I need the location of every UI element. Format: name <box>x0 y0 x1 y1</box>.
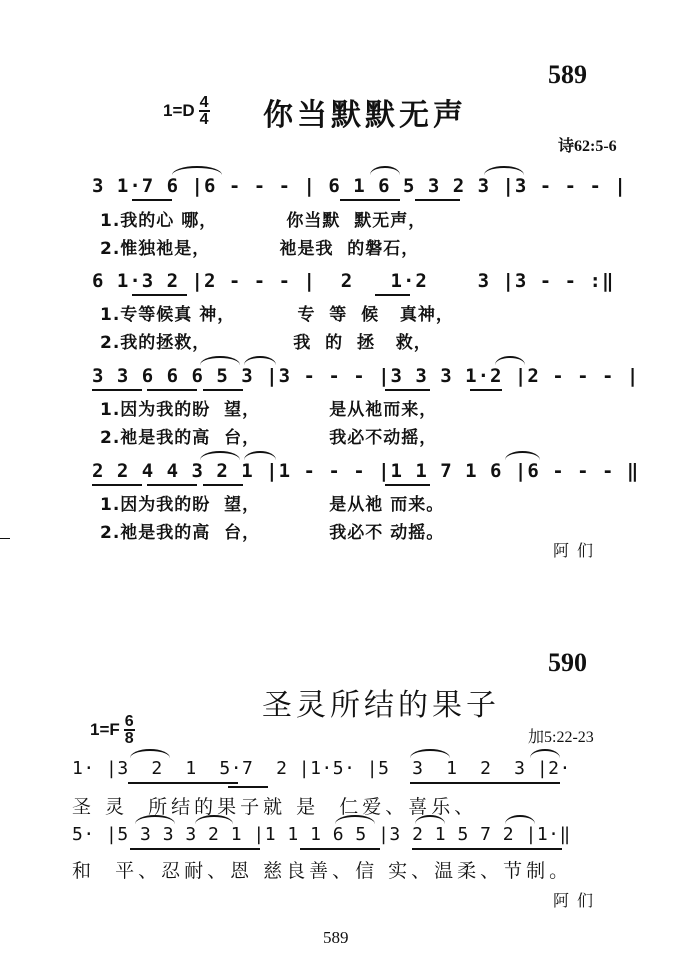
tie-mark <box>495 356 525 365</box>
hymn-590-reference: 加5:22-23 <box>528 729 594 746</box>
time-top: 4 <box>199 94 209 111</box>
hymn-590-number: 590 <box>548 648 587 677</box>
tie-mark <box>370 166 400 175</box>
beam-line <box>470 389 502 391</box>
hymn-590-lyric-line-2: 和 平、忍耐、恩 慈良善、信 实、温柔、节制。 <box>72 860 573 882</box>
hymn-589-notes-line-4: 2 2 4 4 3 2 1 |1 - - - |1 1 7 1 6 |6 - - - ‖ <box>92 460 640 482</box>
beam-line <box>375 294 410 296</box>
hymn-590-amen: 阿们 <box>553 891 602 910</box>
beam-line <box>132 199 172 201</box>
beam-line <box>300 848 380 850</box>
tie-mark <box>200 356 240 365</box>
hymn-589-lyric-2-verse-2: 2.我的拯救， 我 的 拯 救， <box>100 333 432 353</box>
tie-mark <box>244 451 276 460</box>
hymn-589-lyric-1-verse-2: 2.惟独祂是， 祂是我 的磐石， <box>100 239 420 259</box>
time-bottom: 8 <box>124 730 134 747</box>
hymn-589-lyric-4-verse-1: 1.因为我的盼 望， 是从祂 而来。 <box>100 495 445 515</box>
hymn-589-amen: 阿们 <box>553 541 602 560</box>
beam-line <box>203 484 243 486</box>
tie-mark <box>244 356 276 365</box>
beam-line <box>147 484 197 486</box>
hymn-589-number: 589 <box>548 60 587 89</box>
hymn-589-lyric-2-verse-1: 1.专等候真 神， 专 等 候 真神， <box>100 305 454 325</box>
hymn-589-notes-line-3: 3 3 6 6 6 5 3 |3 - - - |3 3 3 1·2 |2 - - - | <box>92 365 640 387</box>
page-number: 589 <box>323 928 349 947</box>
hymn-589-lyric-3-verse-1: 1.因为我的盼 望， 是从祂而来， <box>100 400 438 420</box>
hymn-589-lyric-3-verse-2: 2.祂是我的高 台， 我必不动摇， <box>100 428 438 448</box>
hymn-590-title: 圣灵所结的果子 <box>262 688 500 723</box>
beam-line <box>130 848 260 850</box>
tie-mark <box>530 749 560 758</box>
time-signature <box>124 714 135 746</box>
hymn-589-lyric-4-verse-2: 2.祂是我的高 台， 我必不 动摇。 <box>100 523 445 543</box>
tie-mark <box>130 749 170 758</box>
key-label: 1=D <box>163 101 195 120</box>
hymn-590-lyric-line-1: 圣 灵 所结的果子就 是 仁爱、喜乐、 <box>72 796 478 818</box>
tie-mark <box>410 749 450 758</box>
edge-mark <box>0 538 10 539</box>
hymn-590-notes-line-1: 1· |3 2 1 5·7 2 |1·5· |5 3 1 2 3 |2· <box>72 758 571 779</box>
hymn-589-title: 你当默默无声 <box>263 98 467 133</box>
beam-line <box>228 786 268 788</box>
tie-mark <box>172 166 222 175</box>
beam-line <box>147 389 197 391</box>
beam-line <box>410 782 560 784</box>
beam-line <box>385 484 430 486</box>
beam-line <box>92 484 142 486</box>
time-signature <box>199 95 210 127</box>
beam-line <box>203 389 243 391</box>
key-label: 1=F <box>90 720 120 739</box>
beam-line <box>92 389 142 391</box>
beam-line <box>385 389 430 391</box>
beam-line <box>415 199 460 201</box>
time-top: 6 <box>124 713 134 730</box>
tie-mark <box>200 451 240 460</box>
beam-line <box>340 199 400 201</box>
beam-line <box>128 782 238 784</box>
hymn-589-reference: 诗62:5-6 <box>558 138 617 155</box>
hymn-590-notes-line-2: 5· |5 3 3 3 2 1 |1 1 1 6 5 |3 2 1 5 7 2 |1·‖ <box>72 824 571 845</box>
tie-mark <box>505 815 535 824</box>
hymn-589-key-signature <box>163 95 210 127</box>
tie-mark <box>505 451 540 460</box>
beam-line <box>412 848 562 850</box>
hymn-590-key-signature <box>90 714 135 746</box>
hymn-589-notes-line-1: 3 1·7 6 |6 - - - | 6 1 6 5 3 2 3 |3 - - - | <box>92 175 627 197</box>
hymn-589-lyric-1-verse-1: 1.我的心 哪， 你当默 默无声， <box>100 211 427 231</box>
tie-mark <box>484 166 524 175</box>
beam-line <box>132 294 187 296</box>
hymn-589-notes-line-2: 6 1·3 2 |2 - - - | 2 1·2 3 |3 - - :‖ <box>92 270 615 292</box>
time-bottom: 4 <box>199 111 209 128</box>
